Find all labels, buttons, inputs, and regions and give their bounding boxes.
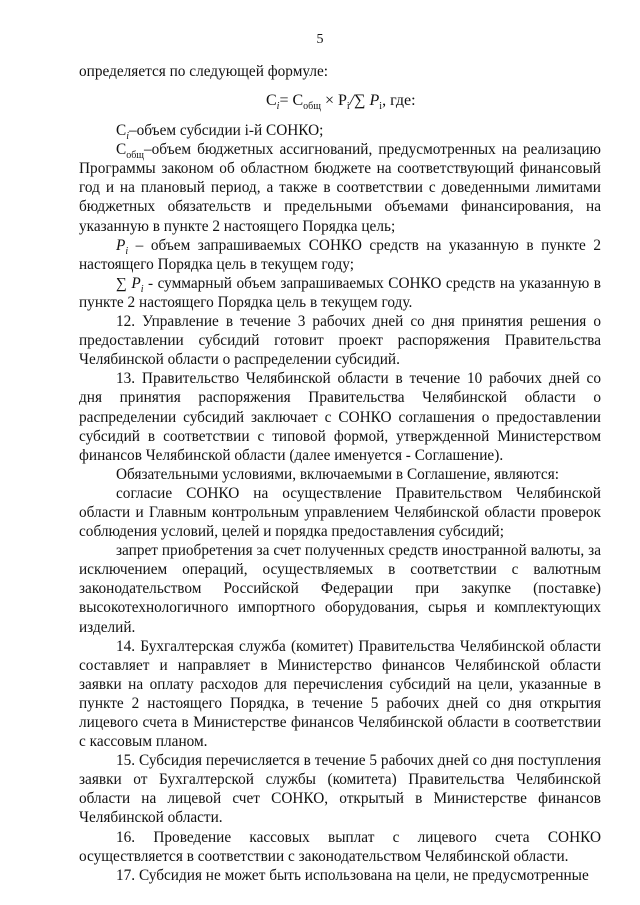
document-body <box>79 62 601 885</box>
paragraph-16: 16. Проведение кассовых выплат с лицевого счета СОНКО осуществляется в соответствии с законодательством Челябинской области. <box>79 828 601 865</box>
paragraph-12: 12. Управление в течение 3 рабочих дней со дня принятия решения о предоставлении субсидий готовит проект распоряжения Правительства Челябинской области о распределении субсидий. <box>79 313 601 369</box>
definition-pi-symbol: P <box>116 236 126 254</box>
paragraph-17: 17. Субсидия не может быть использована на цели, не предусмотренные <box>116 866 589 884</box>
definition-cobsh-symbol: C <box>116 141 127 159</box>
definition-cobsh-sub: общ <box>126 150 144 162</box>
paragraph-13: 13. Правительство Челябинской области в течение 10 рабочих дней со дня принятия распоряжения Правительства Челябинской области о распределении субсидий заключает с СОНКО соглашения о предоставлении субсидий в соответствии с типовой формой, утвержденной Министерством финансов Челябинской области (далее именуется - Соглашение). <box>79 370 601 464</box>
definition-ci-symbol: C <box>116 122 127 140</box>
definition-ci-sub: i <box>126 131 129 143</box>
definition-sum <box>79 274 601 312</box>
intro-paragraph: определяется по следующей формуле: <box>79 63 329 80</box>
formula-times: × P <box>320 92 347 110</box>
definition-pi <box>79 236 601 274</box>
formula-divide: /∑ P <box>349 92 380 110</box>
formula-lhs-sub: i <box>276 101 280 113</box>
definition-ci-text: –объем субсидии i-й СОНКО; <box>128 122 324 140</box>
definition-pi-sub: i <box>125 245 129 257</box>
paragraph-consent: согласие СОНКО на осуществление Правительством Челябинской области и Главным контрольным управлением Челябинской области проверок соблюдения условий, целей и порядка предоставления субсидий; <box>79 484 601 541</box>
paragraph-14: 14. Бухгалтерская служба (комитет) Правительства Челябинской области составляет и направляет в Министерство финансов Челябинской области заявки на оплату расходов для перечисления субсидий на цели, указанные в пункте 2 настоящего Порядка, в течение 5 рабочих дней со дня открытия лицевого счета в Министерстве финансов Челябинской области в соответствии с кассовым планом. <box>79 637 601 751</box>
formula-total-sub: общ <box>303 101 321 113</box>
definition-cobsh-text: –объем бюджетных ассигнований, предусмотренных на реализацию Программы законом об областном бюджете на соответствующий финансовый год и на плановый период, а также в соответствии с доведенными лимитами бюджетных обязательств и предельными объемами финансирования, на указанную в пункте 2 настоящего Порядка цель; <box>79 141 601 235</box>
formula-equals: = <box>279 92 289 110</box>
subsidy-formula <box>79 90 601 112</box>
paragraph-15: 15. Субсидия перечисляется в течение 5 рабочих дней со дня поступления заявки от Бухгалтерской службы (комитета) Правительства Челябинской области на лицевой счет СОНКО, открытый в Министерстве финансов Челябинской области. <box>79 752 601 827</box>
definition-ci <box>79 121 601 143</box>
definition-pi-text: – объем запрашиваемых СОНКО средств на указанную в пункте 2 настоящего Порядка цель в текущем году; <box>79 236 601 273</box>
paragraph-ban: запрет приобретения за счет полученных средств иностранной валюты, за исключением операций, осуществляемых в соответствии с валютным законодательством Российской Федерации при закупке (поставке) высокотехнологичного импортного оборудования, сырья и комплектующих изделий. <box>79 542 601 636</box>
formula-times-sub: i <box>346 101 350 113</box>
formula-lhs: C <box>266 92 277 110</box>
paragraph-conditions: Обязательными условиями, включаемыми в Соглашение, являются: <box>116 465 559 483</box>
formula-tail: , где: <box>382 92 416 110</box>
page-number: 5 <box>316 32 324 47</box>
definition-sum-text: - суммарный объем запрашиваемых СОНКО средств на указанную в пункте 2 настоящего Порядка цель в текущем году. <box>79 274 601 311</box>
definition-sum-sub: i <box>140 283 144 295</box>
formula-total: C <box>292 92 304 110</box>
definition-sum-symbol: ∑ P <box>116 274 141 292</box>
formula-divide-sub: i <box>379 101 383 113</box>
definition-cobsh <box>79 140 601 235</box>
